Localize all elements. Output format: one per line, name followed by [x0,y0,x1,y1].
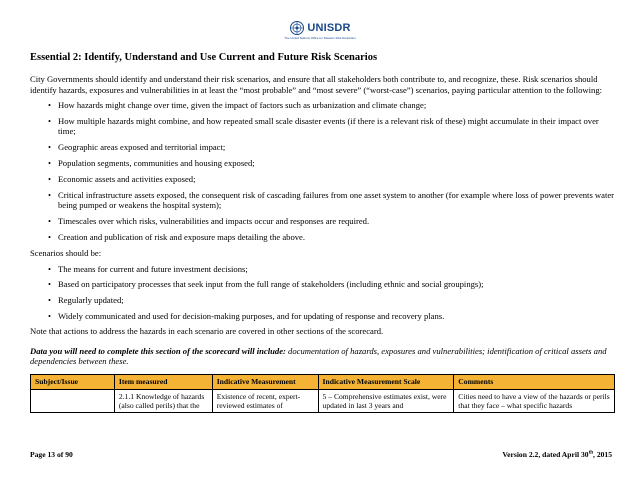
list-item: • Based on participatory processes that seek input from the full range of stakeholders (including ethnic and social groupings); [48,279,615,290]
header-item-measured: Item measured [114,374,212,389]
unisdr-logo [284,20,356,42]
list-item: • Creation and publication of risk and exposure maps detailing the above. [48,232,615,243]
list-item: • Timescales over which risks, vulnerabilities and impacts occur and responses are required. [48,216,615,227]
list-item: • Economic assets and activities exposed; [48,174,615,185]
header-measurement-scale: Indicative Measurement Scale [318,374,454,389]
section-heading: Essential 2: Identify, Understand and Use Current and Future Risk Scenarios [30,52,378,63]
page-content [30,51,615,418]
table-cell: 2.1.1 Knowledge of hazards (also called perils) that the [114,389,212,412]
data-requirements-lead: Data you will need to complete this section of the scorecard will include: [30,345,286,356]
page-number: Page 13 of 90 [30,450,73,459]
version-suffix: , 2015 [593,450,612,459]
table-row [31,389,615,412]
scenarios-list [30,264,615,322]
list-item: • Widely communicated and used for decision-making purposes, and for updating of response and recovery plans. [48,311,615,322]
data-requirements-text: documentation of hazards, exposures and vulnerabilities; identification of critical assets and dependencies between these. [30,345,607,367]
data-requirements-paragraph [30,346,615,367]
scenarios-label: Scenarios should be: [30,248,102,259]
list-item: • How hazards might change over time, given the impact of factors such as urbanization and climate change; [48,100,615,111]
note-paragraph: Note that actions to address the hazards in each scenario are covered in other sections of the scorecard. [30,326,384,337]
un-emblem-icon [289,20,305,36]
risk-factors-list [30,100,615,243]
page-footer [30,450,612,459]
logo-tagline: The United Nations Office for Disaster Risk Reduction [284,36,356,40]
intro-paragraph: City Governments should identify and understand their risk scenarios, and ensure that all stakeholders both contribute to, and recognize, these. Risk scenarios should identify hazards, exposures and vulnerabilities in at least the “most probable” and “most severe” (“worst-case”) scenarios, paying particular attention to the following: [30,74,603,95]
list-item: • How multiple hazards might combine, and how repeated small scale disaster events (if there is a relevant risk of these) might accumulate in their impact over time; [48,116,615,137]
table-cell: Existence of recent, expert-reviewed estimates of [212,389,318,412]
logo-wordmark: UNISDR [307,22,351,34]
table-cell [31,389,115,412]
list-item: • Population segments, communities and housing exposed; [48,158,615,169]
table-cell: 5 – Comprehensive estimates exist, were updated in last 3 years and [318,389,454,412]
list-item: • Critical infrastructure assets exposed, the consequent risk of cascading failures from one asset system to another (for example where loss of power prevents water being pumped or weakens the hospital system); [48,190,615,211]
version-prefix: Version 2.2, dated April 30 [502,450,589,459]
table-cell: Cities need to have a view of the hazards or perils that they face – what specific hazards [454,389,615,412]
list-item: • The means for current and future investment decisions; [48,264,615,275]
list-item: • Regularly updated; [48,295,615,306]
version-info [502,450,612,459]
header-comments: Comments [454,374,615,389]
list-item: • Geographic areas exposed and territorial impact; [48,142,615,153]
scorecard-table-wrapper [30,374,615,418]
table-header-row [31,374,615,389]
version-sup: th [588,450,594,456]
header-indicative-measurement: Indicative Measurement [212,374,318,389]
header-subject-issue: Subject/Issue [31,374,115,389]
scorecard-table [30,374,615,413]
